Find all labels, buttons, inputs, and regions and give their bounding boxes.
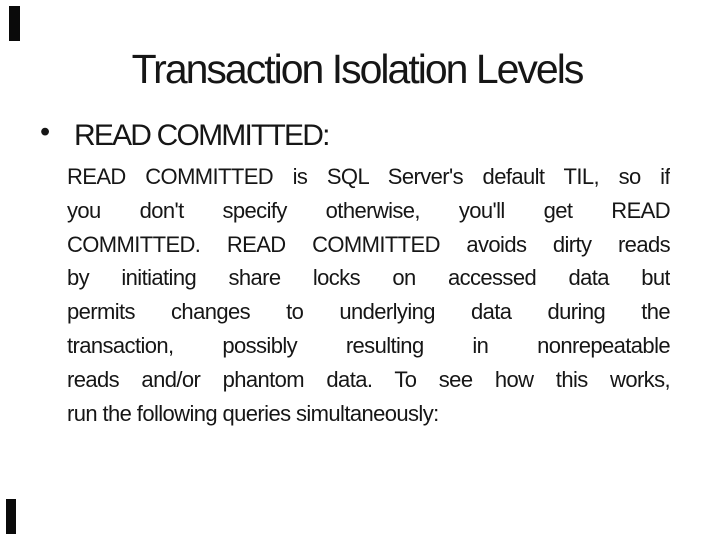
paragraph-line: you don't specify otherwise, you'll get READ (67, 197, 670, 223)
paragraph-line: READ COMMITTED is SQL Server's default TIL, so if (67, 164, 670, 189)
paragraph-line: COMMITTED. READ COMMITTED avoids dirty reads (67, 231, 670, 257)
paragraph-line: transaction, possibly resulting in nonrepeatable (67, 332, 670, 358)
bottom-left-edge-artifact (6, 499, 16, 534)
paragraph-line: permits changes to underlying data during the (67, 299, 670, 325)
body-paragraph (67, 160, 670, 430)
bullet-heading: READ COMMITTED: (74, 119, 329, 152)
slide-title: Transaction Isolation Levels (131, 46, 583, 92)
bullet-marker: • (40, 116, 51, 148)
top-left-edge-artifact (9, 6, 20, 41)
paragraph-line: reads and/or phantom data. To see how this works, (67, 366, 670, 392)
paragraph-line: run the following queries simultaneously: (67, 400, 439, 426)
paragraph-line: by initiating share locks on accessed data but (67, 265, 670, 291)
